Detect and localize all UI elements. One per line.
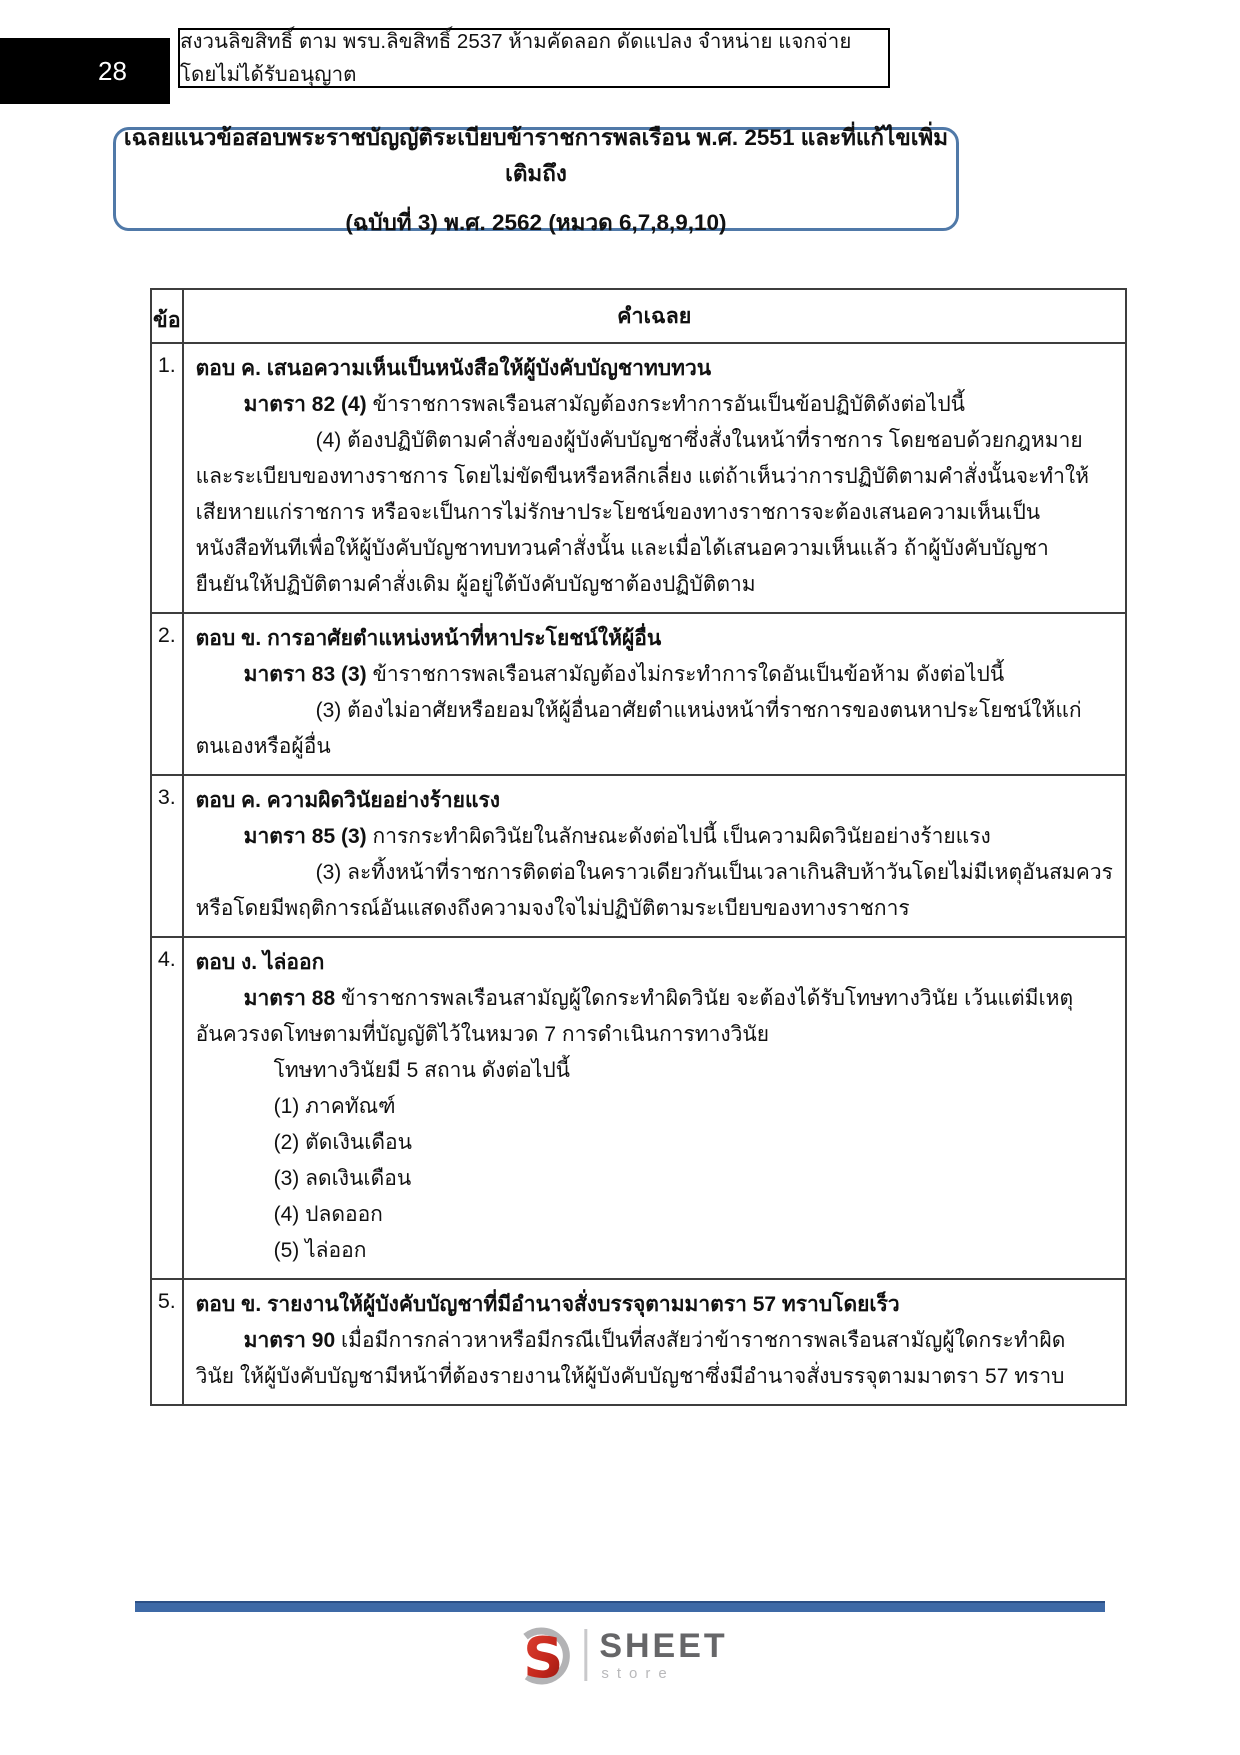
footer-divider-bar	[135, 1601, 1105, 1612]
answer-line-bold: มาตรา 85 (3)	[243, 825, 367, 848]
answer-line: (3) ละทิ้งหน้าที่ราชการติดต่อในคราวเดียวกันเป็นเวลาเกินสิบห้าวันโดยไม่มีเหตุอันสมควร	[315, 861, 1113, 884]
table-row	[151, 775, 1126, 937]
table-row	[151, 937, 1126, 1279]
answer-line	[196, 783, 1113, 819]
answer-line: หนังสือทันทีเพื่อให้ผู้บังคับบัญชาทบทวนคำสั่งนั้น และเมื่อได้เสนอความเห็นแล้ว ถ้าผู้บังคับบัญชา	[195, 537, 1049, 560]
answer-line: (3) ต้องไม่อาศัยหรือยอมให้ผู้อื่นอาศัยตำแหน่งหน้าที่ราชการของตนหาประโยชน์ให้แก่	[315, 699, 1082, 722]
question-number: 4.	[151, 937, 183, 1279]
table-row	[151, 343, 1126, 613]
answer-line: มาตรา 83 (3) ข้าราชการพลเรือนสามัญต้องไม่กระทำการใดอันเป็นข้อห้าม ดังต่อไปนี้	[243, 663, 1005, 686]
answer-content	[183, 1279, 1126, 1405]
answer-line: (5) ไล่ออก	[273, 1239, 367, 1262]
answer-line: มาตรา 85 (3) การกระทำผิดวินัยในลักษณะดังต่อไปนี้ เป็นความผิดวินัยอย่างร้ายแรง	[243, 825, 991, 848]
answer-table-head	[151, 289, 1126, 343]
logo-divider	[584, 1629, 587, 1681]
answer-line: (1) ภาคทัณฑ์	[273, 1095, 396, 1118]
answer-line-bold: ตอบ ข. การอาศัยตำแหน่งหน้าที่หาประโยชน์ให้ผู้อื่น	[195, 627, 662, 650]
column-header-answer: คำเฉลย	[183, 289, 1126, 343]
answer-line: มาตรา 88 ข้าราชการพลเรือนสามัญผู้ใดกระทำผิดวินัย จะต้องได้รับโทษทางวินัย เว้นแต่มีเหตุ	[243, 987, 1074, 1010]
page-number: 28	[98, 55, 127, 86]
question-number: 2.	[151, 613, 183, 775]
header-row	[151, 289, 1126, 343]
question-number: 3.	[151, 775, 183, 937]
answer-line: มาตรา 90 เมื่อมีการกล่าวหาหรือมีกรณีเป็นที่สงสัยว่าข้าราชการพลเรือนสามัญผู้ใดกระทำผิด	[243, 1329, 1066, 1352]
document-title-line2: (ฉบับที่ 3) พ.ศ. 2562 (หมวด 6,7,8,9,10)	[345, 209, 727, 235]
answer-content	[183, 937, 1126, 1279]
answer-line-bold: ตอบ ค. เสนอความเห็นเป็นหนังสือให้ผู้บังคับบัญชาทบทวน	[195, 357, 712, 380]
answer-line: ตนเองหรือผู้อื่น	[195, 735, 331, 758]
answer-line	[196, 1287, 1113, 1323]
answer-content	[183, 613, 1126, 775]
brand-text-block	[599, 1629, 727, 1681]
document-title-line1: เฉลยแนวข้อสอบพระราชบัญญัติระเบียบข้าราชการพลเรือน พ.ศ. 2551 และที่แก้ไขเพิ่มเติมถึง	[123, 124, 949, 186]
answer-content	[183, 343, 1126, 613]
column-header-number: ข้อ	[151, 289, 183, 343]
answer-line: (3) ลดเงินเดือน	[273, 1167, 412, 1190]
question-number: 5.	[151, 1279, 183, 1405]
answer-table	[150, 288, 1127, 1406]
answer-line: มาตรา 82 (4) ข้าราชการพลเรือนสามัญต้องกระทำการอันเป็นข้อปฏิบัติดังต่อไปนี้	[243, 393, 966, 416]
sheet-store-logo-icon	[512, 1622, 572, 1688]
table-row	[151, 1279, 1126, 1405]
answer-line-bold: มาตรา 83 (3)	[243, 663, 367, 686]
answer-line: (4) ต้องปฏิบัติตามคำสั่งของผู้บังคับบัญชาซึ่งสั่งในหน้าที่ราชการ โดยชอบด้วยกฎหมาย	[315, 429, 1083, 452]
copyright-notice-box	[178, 28, 890, 88]
answer-line: โทษทางวินัยมี 5 สถาน ดังต่อไปนี้	[273, 1059, 571, 1082]
question-number: 1.	[151, 343, 183, 613]
answer-line-bold: ตอบ ง. ไล่ออก	[195, 951, 325, 974]
answer-line-bold: ตอบ ข. รายงานให้ผู้บังคับบัญชาที่มีอำนาจสั่งบรรจุตามมาตรา 57 ทราบโดยเร็ว	[195, 1293, 900, 1316]
answer-line-bold: มาตรา 90	[243, 1329, 336, 1352]
answer-line: หรือโดยมีพฤติการณ์อันแสดงถึงความจงใจไม่ปฏิบัติตามระเบียบของทางราชการ	[195, 897, 910, 920]
answer-line	[196, 351, 1113, 387]
answer-line: ยืนยันให้ปฏิบัติตามคำสั่งเดิม ผู้อยู่ใต้บังคับบัญชาต้องปฏิบัติตาม	[195, 573, 756, 596]
document-title-box	[113, 124, 959, 235]
page-number-box	[0, 38, 170, 104]
brand-subtitle: store	[601, 1665, 675, 1682]
answer-table-body	[151, 343, 1126, 1405]
answer-line-bold: ตอบ ค. ความผิดวินัยอย่างร้ายแรง	[195, 789, 501, 812]
answer-line: และระเบียบของทางราชการ โดยไม่ขัดขืนหรือหลีกเลี่ยง แต่ถ้าเห็นว่าการปฏิบัติตามคำสั่งนั้นจะทำให้	[195, 465, 1090, 488]
answer-line-bold: มาตรา 82 (4)	[243, 393, 367, 416]
answer-line	[196, 945, 1113, 981]
svg-text:S: S	[523, 1626, 564, 1688]
answer-line	[196, 621, 1113, 657]
answer-line: (2) ตัดเงินเดือน	[273, 1131, 412, 1154]
brand-name: SHEET	[599, 1627, 728, 1665]
footer-logo	[512, 1622, 727, 1688]
answer-line: (4) ปลดออก	[273, 1203, 383, 1226]
answer-line: เสียหายแก่ราชการ หรือจะเป็นการไม่รักษาประโยชน์ของทางราชการจะต้องเสนอความเห็นเป็น	[195, 501, 1041, 524]
answer-line: อันควรงดโทษตามที่บัญญัติไว้ในหมวด 7 การดำเนินการทางวินัย	[195, 1023, 770, 1046]
answer-content	[183, 775, 1126, 937]
answer-line-bold: มาตรา 88	[243, 987, 336, 1010]
table-row	[151, 613, 1126, 775]
copyright-text: สงวนลิขสิทธิ์ ตาม พรบ.ลิขสิทธิ์ 2537 ห้ามคัดลอก ดัดแปลง จำหน่าย แจกจ่าย โดยไม่ได้รับอนุญาต	[180, 30, 852, 86]
answer-line: วินัย ให้ผู้บังคับบัญชามีหน้าที่ต้องรายงานให้ผู้บังคับบัญชาซึ่งมีอำนาจสั่งบรรจุตามมาตรา 57 ทราบ	[195, 1365, 1065, 1388]
